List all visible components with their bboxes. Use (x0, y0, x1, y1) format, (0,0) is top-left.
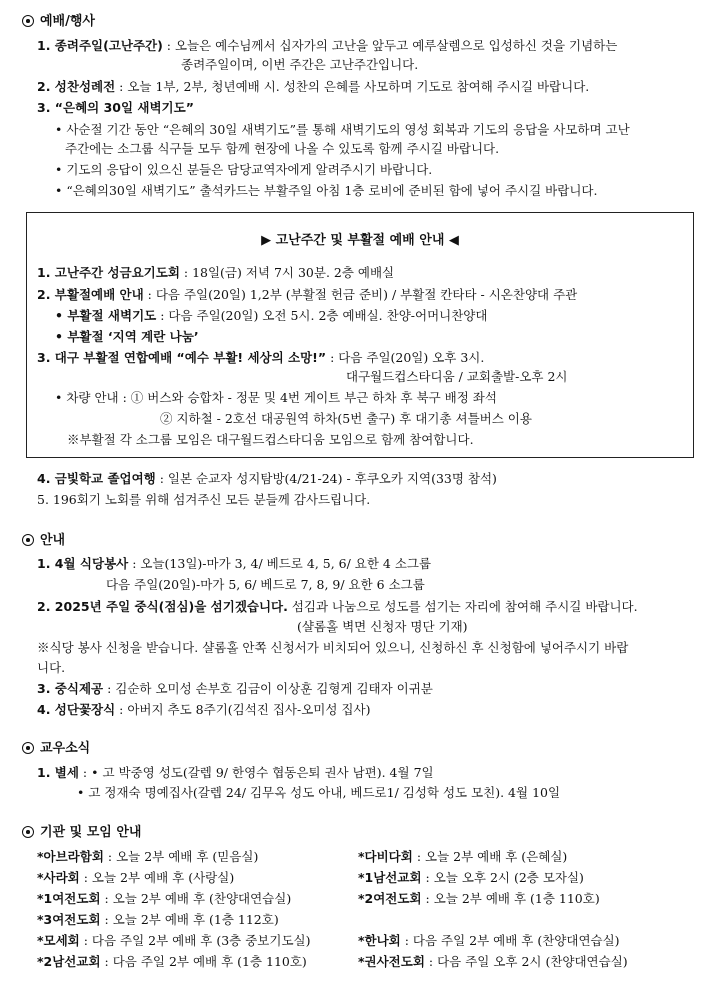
notice-line-6: 니다. (37, 660, 66, 675)
bullet-line: • 사순절 기간 동안 “은혜의 30일 새벽기도”를 통해 새벽기도의 영성 회복과 기도의 응답을 사모하며 고난 (55, 122, 630, 137)
box-line-1: 1. 고난주간 성금요기도회 : 18일(금) 저녁 7시 30분. 2층 예배실 (37, 265, 395, 280)
worship-item-1: 1. 종려주일(고난주간) : 오늘은 예수님께서 십자가의 고난을 앞두고 예루살렘으로 입성하신 것을 기념하는 (37, 38, 618, 53)
box-line-4: • 부활절 ‘지역 계란 나눔’ (55, 329, 199, 344)
notice-line-1: 1. 4월 식당봉사 : 오늘(13일)-마가 3, 4/ 베드로 4, 5, 6/ 요한 4 소그룹 (37, 556, 432, 571)
group-item: *사라회 : 오늘 2부 예배 후 (사랑실) (37, 870, 235, 885)
group-item: *2남선교회 : 다음 주일 2부 예배 후 (1층 110호) (37, 954, 307, 969)
news-line-2: • 고 정재숙 명예집사(갈렙 24/ 김무옥 성도 아내, 베드로1/ 김성학 성도 모친). 4월 10일 (77, 785, 561, 800)
notice-line-8: 4. 성단꽃장식 : 아버지 추도 8주기(김석진 집사-오미성 집사) (37, 702, 371, 717)
worship-item-3: 3. “은혜의 30일 새벽기도” (37, 100, 194, 115)
bullet-line: • “은혜의30일 새벽기도” 출석카드는 부활주일 아침 1층 로비에 준비된 함에 넣어 주시길 바랍니다. (55, 183, 598, 198)
worship-item-4: 4. 금빛학교 졸업여행 : 일본 순교자 성지탐방(4/21-24) - 후쿠오카 지역(33명 참석) (37, 471, 497, 486)
worship-item-5: 5. 196회기 노회를 위해 섬겨주신 모든 분들께 감사드립니다. (37, 492, 371, 507)
group-item: *권사전도회 : 다음 주일 오후 2시 (찬양대연습실) (358, 954, 628, 969)
box-line-9: ※부활절 각 소그룹 모임은 대구월드컵스타디움 모임으로 함께 참여합니다. (67, 432, 474, 447)
box-line-3: • 부활절 새벽기도 : 다음 주일(20일) 오전 5시. 2층 예배실. 찬양-어머니찬양대 (55, 308, 488, 323)
notice-line-4: (샬롬홀 벽면 신청자 명단 기재) (297, 619, 468, 634)
target-circle-icon (22, 742, 34, 754)
target-circle-icon (22, 15, 34, 27)
box-line-7: • 차량 안내 : ① 버스와 승합차 - 정문 및 4번 게이트 부근 하차 후 북구 배정 좌석 (55, 390, 497, 405)
notice-line-2: 다음 주일(20일)-마가 5, 6/ 베드로 7, 8, 9/ 요한 6 소그룹 (106, 577, 425, 592)
worship-item-2: 2. 성찬성례전 : 오늘 1부, 2부, 청년예배 시. 성찬의 은혜를 사모하며 기도로 참여해 주시길 바랍니다. (37, 79, 590, 94)
target-circle-icon (22, 826, 34, 838)
section-heading-groups: 기관 및 모임 안내 (22, 825, 141, 841)
section-heading-worship: 예배/행사 (22, 14, 95, 30)
box-line-8: ② 지하철 - 2호선 대공원역 하차(5번 출구) 후 대기총 셔틀버스 이용 (160, 411, 532, 426)
notice-line-5: ※식당 봉사 신청을 받습니다. 샬롬홀 안쪽 신청서가 비치되어 있으니, 신청하신 후 신청함에 넣어주시기 바랍 (37, 640, 629, 655)
target-circle-icon (22, 534, 34, 546)
notice-line-7: 3. 중식제공 : 김순하 오미성 손부호 김금이 이상훈 김형게 김태자 이귀분 (37, 681, 433, 696)
bullet-line: 주간에는 소그룹 식구들 모두 함께 현장에 나올 수 있도록 함께 주시길 바랍니다. (65, 141, 500, 156)
group-item: *1여전도회 : 오늘 2부 예배 후 (찬양대연습실) (37, 891, 292, 906)
box-line-2: 2. 부활절예배 안내 : 다음 주일(20일) 1,2부 (부활절 헌금 준비) / 부활절 칸타타 - 시온찬양대 주관 (37, 287, 578, 302)
group-item: *3여전도회 : 오늘 2부 예배 후 (1층 112호) (37, 912, 279, 927)
group-item: *2여전도회 : 오늘 2부 예배 후 (1층 110호) (358, 891, 600, 906)
box-line-5: 3. 대구 부활절 연합예배 “예수 부활! 세상의 소망!” : 다음 주일(20일) 오후 3시. (37, 350, 485, 365)
worship-item-1-cont: 종려주일이며, 이번 주간은 고난주간입니다. (181, 57, 419, 72)
group-item: *1남선교회 : 오늘 오후 2시 (2층 모자실) (358, 870, 584, 885)
group-item: *다비다회 : 오늘 2부 예배 후 (은혜실) (358, 849, 568, 864)
group-item: *한나회 : 다음 주일 2부 예배 후 (찬양대연습실) (358, 933, 620, 948)
bullet-line: • 기도의 응답이 있으신 분들은 담당교역자에게 알려주시기 바랍니다. (55, 162, 433, 177)
section-heading-news: 교우소식 (22, 741, 90, 757)
group-item: *아브라함회 : 오늘 2부 예배 후 (믿음실) (37, 849, 259, 864)
box-line-6: 대구월드컵스타디움 / 교회출발-오후 2시 (346, 369, 568, 384)
group-item: *모세회 : 다음 주일 2부 예배 후 (3층 중보기도실) (37, 933, 311, 948)
easter-notice-title: ▶ 고난주간 및 부활절 예배 안내 ◀ (261, 233, 459, 248)
news-line-1: 1. 별세 : • 고 박중영 성도(갈렙 9/ 한영수 협동은퇴 권사 남편). 4월 7일 (37, 765, 434, 780)
notice-line-3: 2. 2025년 주일 중식(점심)을 섬기겠습니다. 섬김과 나눔으로 성도를 섬기는 자리에 참여해 주시길 바랍니다. (37, 599, 638, 614)
section-heading-notice: 안내 (22, 533, 65, 549)
